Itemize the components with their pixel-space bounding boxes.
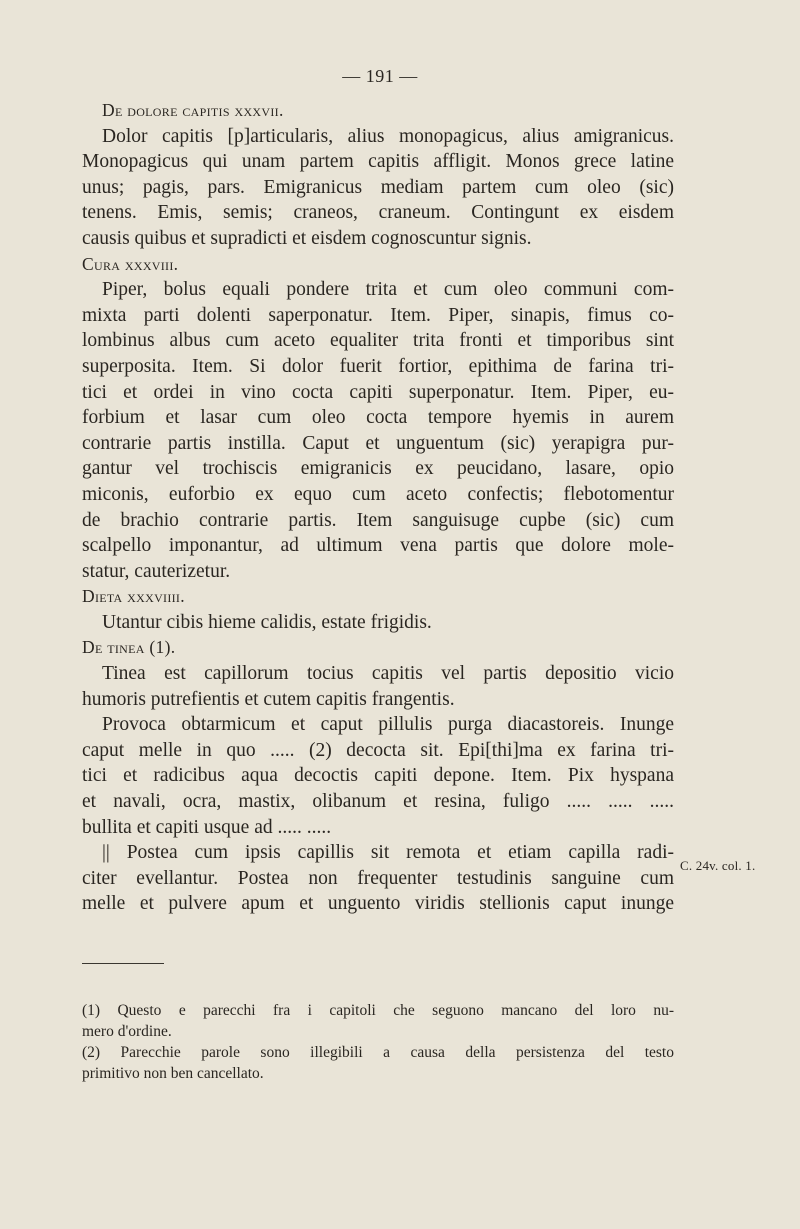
footnote-line: mero d'ordine. bbox=[82, 1023, 172, 1040]
text-line: Piper, bolus equali pondere trita et cum oleo communi com- bbox=[102, 279, 674, 301]
text-line: tici et ordei in vino cocta capiti superponatur. Item. Piper, eu- bbox=[82, 381, 674, 403]
text-line: lombinus albus cum aceto equaliter trita fronti et timporibus sint bbox=[82, 330, 674, 352]
text-line: et navali, ocra, mastix, olibanum et resina, fuligo ..... ..... ..... bbox=[82, 791, 674, 813]
text-line: caput melle in quo ..... (2) decocta sit. Epi[thi]ma ex farina tri- bbox=[82, 739, 674, 761]
text-line: miconis, euforbio ex equo cum aceto confectis; flebotomentur bbox=[82, 483, 674, 505]
text-line: citer evellantur. Postea non frequenter testudinis sanguine cum bbox=[82, 867, 674, 889]
text-line: contrarie partis instilla. Caput et unguentum (sic) yerapigra pur- bbox=[82, 432, 674, 454]
text-line: tici et radicibus aqua decoctis capiti depone. Item. Pix hyspana bbox=[82, 765, 674, 787]
footnotes bbox=[82, 1000, 674, 1084]
text-line: gantur vel trochiscis emigranicis ex peucidano, lasare, opio bbox=[82, 458, 674, 480]
text-line: statur, cauterizetur. bbox=[82, 560, 231, 582]
text-line: de brachio contrarie partis. Item sanguisuge cupbe (sic) cum bbox=[82, 509, 674, 531]
text-line: scalpello imponantur, ad ultimum vena partis que dolore mole- bbox=[82, 535, 674, 557]
section-heading: De dolore capitis xxxvii. bbox=[102, 100, 284, 120]
text-line: Monopagicus qui unam partem capitis affligit. Monos grece latine bbox=[82, 151, 674, 173]
text-line: || Postea cum ipsis capillis sit remota et etiam capilla radi- bbox=[102, 842, 674, 864]
text-line: Utantur cibis hieme calidis, estate frigidis. bbox=[102, 611, 432, 633]
text-line: causis quibus et supradicti et eisdem cognoscuntur signis. bbox=[82, 227, 532, 249]
section-heading: Dieta xxxviiii. bbox=[82, 586, 185, 607]
text-line: mixta parti dolenti saperponatur. Item. Piper, sinapis, fimus co- bbox=[82, 304, 674, 326]
text-line: superposita. Item. Si dolor fuerit fortior, epithima de farina tri- bbox=[82, 355, 674, 377]
footnote-line: primitivo non ben cancellato. bbox=[82, 1065, 264, 1082]
footnote-rule bbox=[82, 963, 164, 964]
section-heading: Cura xxxviii. bbox=[82, 253, 179, 274]
text-line: Provoca obtarmicum et caput pillulis purga diacastoreis. Inunge bbox=[102, 714, 674, 736]
section-heading: De tinea (1). bbox=[82, 637, 176, 658]
page-number: — 191 — bbox=[342, 66, 418, 86]
footnote-line: (1) Questo e parecchi fra i capitoli che seguono mancano del loro nu- bbox=[82, 1002, 674, 1019]
main-text bbox=[82, 98, 674, 917]
text-line: bullita et capiti usque ad ..... ..... bbox=[82, 816, 332, 838]
marginal-note: C. 24v. col. 1. bbox=[680, 858, 756, 873]
text-line: humoris putrefientis et cutem capitis frangentis. bbox=[82, 688, 455, 710]
text-line: forbium et lasar cum oleo cocta tempore hyemis in aurem bbox=[82, 407, 674, 429]
text-line: tenens. Emis, semis; craneos, craneum. Contingunt ex eisdem bbox=[82, 202, 674, 224]
text-line: Tinea est capillorum tocius capitis vel partis depositio vicio bbox=[102, 663, 674, 685]
text-line: unus; pagis, pars. Emigranicus mediam partem cum oleo (sic) bbox=[82, 176, 674, 198]
text-line: melle et pulvere apum et unguento viridis stellionis caput inunge bbox=[82, 893, 674, 915]
footnote-line: (2) Parecchie parole sono illegibili a causa della persistenza del testo bbox=[82, 1044, 674, 1061]
text-line: Dolor capitis [p]articularis, alius monopagicus, alius amigranicus. bbox=[102, 125, 674, 147]
